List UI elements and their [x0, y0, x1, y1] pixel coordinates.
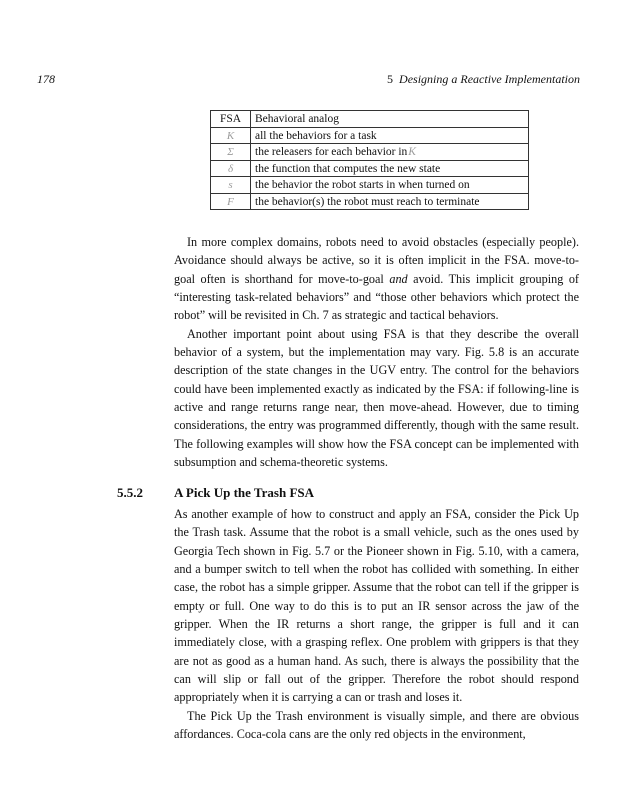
paragraph-pick-up-trash-intro: As another example of how to construct and apply an FSA, consider the Pick Up the Trash task. Assume that the robot is a small vehicle, such as the ones used by Georgia Tech shown in Fig. 5.7 or the Pioneer shown in Fig. 5.10, with a camera, and a bumper switch to tell when the robot has collided with something. In either case, the robot has a simple gripper. Assume that the robot can tell if the gripper is empty or full. One way to do this is to put an IR sensor across the jaw of the gripper. When the IR returns a short range, the gripper is full and it can immediately close, with a grasping reflex. One problem with grippers is that they are not as good as a human hand. As such, there is always the possibility that the can will slip or fall out of the gripper. Therefore the robot should respond appropriately when it is carrying a can or trash and loses it.: [174, 507, 579, 705]
table-header-behavioral-analog: Behavioral analog: [251, 111, 529, 128]
paragraph-fsa-implementation: Another important point about using FSA is that they describe the overall behavior of a system, but the implementation may vary. Fig. 5.8 is an accurate description of the state changes in the UGV entry. The control for the behaviors could have been implemented exactly as indicated by the FSA: if following-line is active and range returns range near, then move-ahead. However, due to timing considerations, the entry was programmed differently, though with the same result. The following examples will show how the FSA concept can be implemented with subsumption and schema-theoretic systems.: [174, 326, 579, 470]
chapter-number: 5: [387, 72, 394, 86]
fsa-behavior-table: [210, 110, 529, 210]
table-row: [211, 144, 529, 161]
table-row: [211, 127, 529, 144]
paragraph-text: avoid. This implicit grouping of “interesting task-related behaviors” and “those other behaviors which protect the robot” will be revisited in Ch. 7 as strategic and tactical behaviors.: [174, 271, 579, 323]
table-row: [211, 193, 529, 210]
table-cell-text: the function that computes the new state: [251, 160, 529, 177]
paragraph-text: In more complex domains, robots need to avoid obstacles (especially people). Avoidance should always be active, so it is often implicit in the FSA. move-to-goal often is shorthand for move-to-goal: [174, 235, 579, 286]
table-cell-symbol: K: [211, 127, 251, 144]
text-block-lower: [174, 505, 579, 743]
section-title: A Pick Up the Trash FSA: [174, 485, 315, 500]
paragraph-trash-environment: The Pick Up the Trash environment is visually simple, and there are obvious affordances. Coca-cola cans are the only red objects in the environment,: [174, 708, 579, 742]
table-cell-text: [251, 144, 529, 161]
text-block-upper: [174, 233, 579, 471]
chapter-header: [387, 72, 580, 86]
table-row: [211, 177, 529, 194]
paragraph-complex-domains: [174, 233, 579, 325]
table-header-row: [211, 111, 529, 128]
table-cell-symbol: s: [211, 177, 251, 194]
table-cell-text: all the behaviors for a task: [251, 127, 529, 144]
emphasis-text: and: [389, 271, 408, 286]
table-cell-text-main: the releasers for each behavior in: [255, 146, 408, 159]
table-cell-symbol: Σ: [211, 144, 251, 161]
chapter-title: Designing a Reactive Implementation: [399, 72, 580, 86]
page-number: 178: [37, 72, 55, 86]
table-cell-text: the behavior the robot starts in when turned on: [251, 177, 529, 194]
table-cell-text: the behavior(s) the robot must reach to terminate: [251, 193, 529, 210]
section-heading: [117, 485, 314, 501]
table-cell-inline-symbol: K: [408, 146, 416, 159]
table-cell-symbol: δ: [211, 160, 251, 177]
section-number: 5.5.2: [117, 485, 143, 500]
table-row: [211, 160, 529, 177]
table-header-fsa: FSA: [211, 111, 251, 128]
table-cell-symbol: F: [211, 193, 251, 210]
